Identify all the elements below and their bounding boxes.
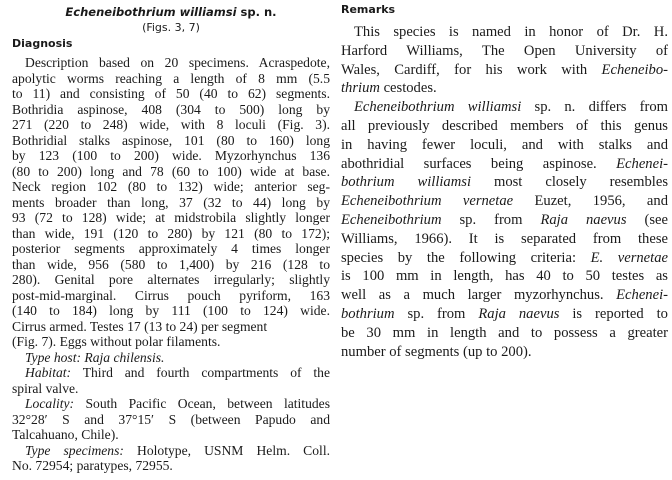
body-text: sp. from <box>441 212 541 228</box>
body-text: Cirrus armed. Testes 17 (13 to 24) per segment <box>12 318 268 334</box>
text-line <box>12 148 330 164</box>
diagnosis-heading: Diagnosis <box>12 37 73 50</box>
text-line <box>12 427 330 443</box>
body-text: Bothridia aspinose, 408 (304 to 500) long by <box>12 101 330 117</box>
body-text: 93 (72 to 128) wide; at midstrobila slightly longer <box>12 210 330 225</box>
text-line <box>12 55 330 71</box>
body-text: This species is named in honor of Dr. H. <box>354 24 668 40</box>
body-text: abothridial surfaces being aspinose. <box>341 155 617 172</box>
body-text: sp. n. differs from <box>521 99 668 116</box>
italic-text: Echenei- <box>616 155 668 172</box>
body-text: species by the following criteria: <box>341 249 591 266</box>
text-line <box>12 272 330 288</box>
italic-text: Echeneibothrium <box>341 212 442 228</box>
italic-text: E. vernetae <box>590 249 668 266</box>
figure-reference: (Figs. 3, 7) <box>142 21 200 34</box>
species-suffix: sp. n. <box>236 5 277 19</box>
text-line <box>341 99 668 116</box>
text-line <box>12 319 330 335</box>
body-text: well as a much larger myzorhynchus. <box>341 287 617 304</box>
body-text: Neck region 102 (80 to 132) wide; anterior seg- <box>12 179 330 194</box>
body-text: posterior segments approximately 4 times longer <box>12 241 330 256</box>
body-text: 271 (220 to 248) wide, with 8 loculi (Fig. 3). <box>12 117 330 132</box>
text-line <box>12 195 330 211</box>
body-text: be 30 mm in length and to possess a greater <box>341 324 668 341</box>
body-text: is 100 mm in length, has 40 to 50 testes as <box>341 268 668 285</box>
body-text: Description based on 20 specimens. Acraspedote, <box>25 55 330 70</box>
text-line <box>12 303 330 319</box>
italic-text: Echeneibo- <box>601 61 668 78</box>
body-text: sp. from <box>394 306 479 322</box>
body-text: 32°28′ S and 37°15′ S (between Papudo and <box>12 411 330 427</box>
text-line <box>12 396 330 412</box>
text-line <box>12 350 330 366</box>
body-text: by 123 (100 to 200) wide. Myzorhynchus 136 <box>12 148 330 163</box>
text-line <box>341 193 668 210</box>
text-line <box>12 365 330 381</box>
text-line <box>12 458 330 474</box>
body-text: number of segments (up to 200). <box>341 343 532 360</box>
body-text: in having fewer loculi, and with stalks and <box>341 136 668 153</box>
text-line <box>341 156 668 173</box>
text-line <box>12 71 330 87</box>
text-line <box>12 241 330 257</box>
text-line <box>12 288 330 304</box>
text-line <box>12 412 330 428</box>
remarks-heading: Remarks <box>341 3 396 16</box>
species-title <box>12 5 330 19</box>
species-name: Echeneibothrium williamsi <box>65 5 237 19</box>
body-text: to 11) and consisting of 50 (40 to 62) segments. <box>12 86 330 101</box>
italic-text: Echeneibothrium williamsi <box>354 99 522 116</box>
italic-text: Raja naevus <box>540 212 627 228</box>
body-text: South Pacific Ocean, between latitudes <box>74 396 330 411</box>
body-text: No. 72954; paratypes, 72955. <box>12 458 173 473</box>
text-line <box>341 62 668 79</box>
italic-text: Echeneibothrium vernetae <box>341 193 514 210</box>
text-line <box>341 118 668 135</box>
body-text: Holotype, USNM Helm. Coll. <box>123 442 331 458</box>
body-text: all previously described members of this genus <box>341 118 668 134</box>
text-line <box>12 133 330 149</box>
body-text: than wide, 956 (580 to 1,400) by 216 (128 to <box>12 256 330 272</box>
body-text: post-mid-marginal. Cirrus pouch pyriform, 163 <box>12 287 330 303</box>
body-text: most closely resembles <box>471 174 668 191</box>
body-text: cestodes. <box>379 80 437 97</box>
body-text: Williams, 1966). It is separated from these <box>341 230 668 247</box>
body-text: Euzet, 1956, and <box>513 193 668 210</box>
text-line <box>341 306 668 323</box>
italic-text: Echenei- <box>616 287 668 304</box>
italic-text: bothrium <box>341 306 395 322</box>
body-text: spiral valve. <box>12 380 79 396</box>
text-line <box>12 443 330 459</box>
text-line <box>341 250 668 267</box>
body-text: (80 to 200) long and 78 (60 to 100) wide at base. <box>12 163 330 179</box>
body-text: Harford Williams, The Open University of <box>341 42 668 59</box>
text-line <box>341 80 668 97</box>
body-text: (see <box>626 212 668 228</box>
body-text: (140 to 184) long by 111 (100 to 124) wide. <box>12 303 330 318</box>
text-line <box>341 212 668 229</box>
body-text: Third and fourth compartments of the <box>71 365 330 380</box>
body-text: 280). Genital pore alternates irregularly; slightly <box>12 272 330 287</box>
italic-text: Type host: Raja chilensis. <box>25 349 165 365</box>
text-line <box>341 344 668 361</box>
text-line <box>12 179 330 195</box>
text-line <box>12 86 330 102</box>
text-line <box>341 137 668 154</box>
text-line <box>12 334 330 350</box>
italic-text: Habitat: <box>25 365 72 380</box>
body-text: Bothridial stalks aspinose, 101 (80 to 160) long <box>12 132 330 148</box>
italic-text: thrium <box>341 80 380 97</box>
text-line <box>12 164 330 180</box>
body-text: apolytic worms reaching a length of 8 mm (5.5 <box>12 70 330 86</box>
text-line <box>341 24 668 41</box>
body-text: (Fig. 7). Eggs without polar filaments. <box>12 334 221 349</box>
text-line <box>12 226 330 242</box>
text-line <box>12 117 330 133</box>
italic-text: Raja naevus <box>478 306 560 322</box>
italic-text: Type specimens: <box>25 442 124 458</box>
text-line <box>12 210 330 226</box>
text-line <box>341 268 668 285</box>
body-text: is reported to <box>559 306 668 322</box>
text-line <box>341 287 668 304</box>
text-line <box>341 43 668 60</box>
body-text: Wales, Cardiff, for his work with <box>341 61 602 78</box>
text-line <box>12 381 330 397</box>
text-line <box>341 174 668 191</box>
italic-text: bothrium williamsi <box>341 174 472 191</box>
italic-text: Locality: <box>25 396 75 411</box>
text-line <box>12 102 330 118</box>
body-text: than wide, 191 (120 to 280) by 121 (80 to 172); <box>12 225 330 241</box>
text-line <box>12 257 330 273</box>
text-line <box>341 325 668 342</box>
body-text: Talcahuano, Chile). <box>12 427 119 442</box>
body-text: ments broader than long, 37 (32 to 44) long by <box>12 194 330 210</box>
text-line <box>341 231 668 248</box>
